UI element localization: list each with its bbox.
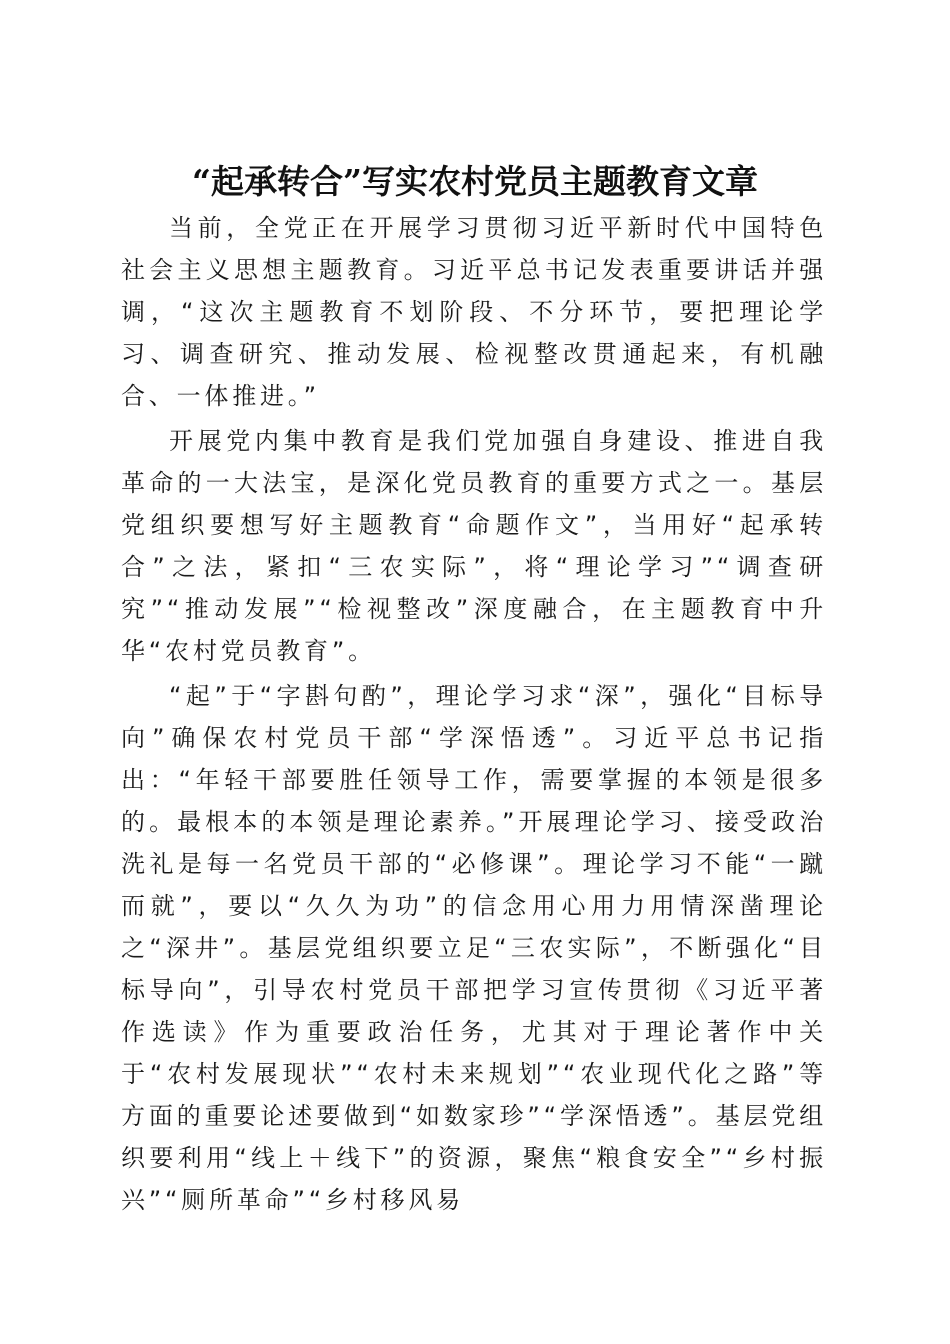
document-title: “起承转合”写实农村党员主题教育文章 bbox=[192, 162, 758, 202]
document-body bbox=[121, 207, 827, 1221]
paragraph-2: 开展党内集中教育是我们党加强自身建设、推进自我革命的一大法宝，是深化党员教育的重要方式之一。基层党组织要想写好主题教育“命题作文”，当用好“起承转合”之法，紧扣“三农实际”，将“理论学习”“调查研究”“推动发展”“检视整改”深度融合，在主题教育中升华“农村党员教育”。 bbox=[121, 427, 827, 665]
paragraph-3: “起”于“字斟句酌”，理论学习求“深”，强化“目标导向”确保农村党员干部“学深悟透”。习近平总书记指出：“年轻干部要胜任领导工作，需要掌握的本领是很多的。最根本的本领是理论素养。”开展理论学习、接受政治洗礼是每一名党员干部的“必修课”。理论学习不能“一蹴而就”，要以“久久为功”的信念用心用力用情深凿理论之“深井”。基层党组织要立足“三农实际”，不断强化“目标导向”，引导农村党员干部把学习宣传贯彻《习近平著作选读》作为重要政治任务，尤其对于理论著作中关于“农村发展现状”“农村未来规划”“农业现代化之路”等方面的重要论述要做到“如数家珍”“学深悟透”。基层党组织要利用“线上＋线下”的资源，聚焦“粮食安全”“乡村振兴”“厕所革命”“乡村移风易 bbox=[121, 682, 827, 1214]
paragraph-1: 当前，全党正在开展学习贯彻习近平新时代中国特色社会主义思想主题教育。习近平总书记发表重要讲话并强调，“这次主题教育不划阶段、不分环节，要把理论学习、调查研究、推动发展、检视整改贯通起来，有机融合、一体推进。” bbox=[121, 214, 827, 410]
